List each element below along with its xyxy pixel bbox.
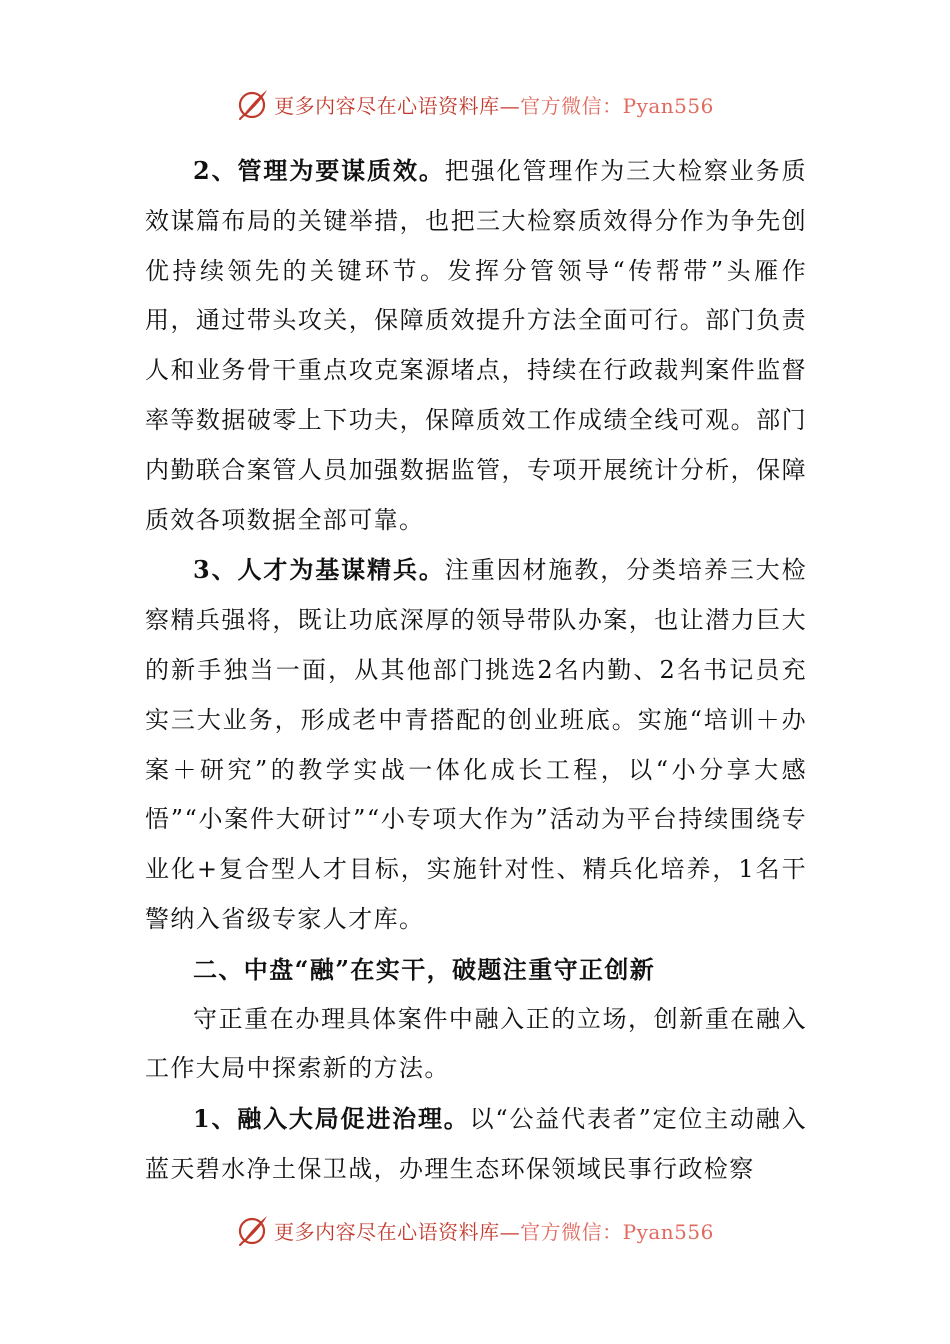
watermark-wechat: 官方微信：Pyan556 bbox=[520, 93, 714, 118]
paragraph-body: 以“公益代表者”定位主动融入蓝天碧水净土保卫战，办理生态环保领域民事行政检察 bbox=[145, 1105, 807, 1183]
quill-pen-logo-icon bbox=[236, 1213, 270, 1247]
paragraph-lead: 3、人才为基谋精兵。 bbox=[193, 555, 445, 585]
watermark-dash: — bbox=[499, 93, 521, 118]
watermark-footer bbox=[0, 1210, 950, 1250]
document-body bbox=[145, 146, 807, 1195]
paragraph-body: 把强化管理作为三大检察业务质效谋篇布局的关键举措，也把三大检察质效得分作为争先创优持续领先的关键环节。发挥分管领导“传帮带”头雁作用，通过带头攻关，保障质效提升方法全面可行。部门负责人和业务骨干重点攻克案源堵点，持续在行政裁判案件监督率等数据破零上下功夫，保障质效工作成绩全线可观。部门内勤联合案管人员加强数据监管，专项开展统计分析，保障质效各项数据全部可靠。 bbox=[145, 157, 807, 534]
watermark-brand: 更多内容尽在心语资料库 bbox=[274, 1219, 500, 1244]
watermark-wechat: 官方微信：Pyan556 bbox=[520, 1219, 714, 1244]
paragraph-talent bbox=[145, 545, 807, 944]
paragraph-integration bbox=[145, 1094, 807, 1195]
paragraph-lead: 1、融入大局促进治理。 bbox=[193, 1104, 470, 1134]
watermark-header bbox=[0, 84, 950, 124]
watermark-text bbox=[274, 1216, 714, 1245]
watermark-brand: 更多内容尽在心语资料库 bbox=[274, 93, 500, 118]
section-intro: 守正重在办理具体案件中融入正的立场，创新重在融入工作大局中探索新的方法。 bbox=[145, 1004, 807, 1083]
paragraph-body: 注重因材施教，分类培养三大检察精兵强将，既让功底深厚的领导带队办案，也让潜力巨大的新手独当一面，从其他部门挑选2名内勤、2名书记员充实三大业务，形成老中青搭配的创业班底。实施“培训＋办案＋研究”的教学实战一体化成长工程，以“小分享大感悟”“小案件大研讨”“小专项大作为”活动为平台持续围绕专业化+复合型人才目标，实施针对性、精兵化培养，1名干警纳入省级专家人才库。 bbox=[145, 556, 807, 933]
paragraph-management bbox=[145, 146, 807, 545]
watermark-dash: — bbox=[499, 1219, 521, 1244]
section-heading: 二、中盘“融”在实干，破题注重守正创新 bbox=[193, 954, 656, 984]
paragraph-lead: 2、管理为要谋质效。 bbox=[193, 156, 445, 185]
watermark-text bbox=[274, 90, 714, 119]
quill-pen-logo-icon bbox=[236, 87, 270, 121]
